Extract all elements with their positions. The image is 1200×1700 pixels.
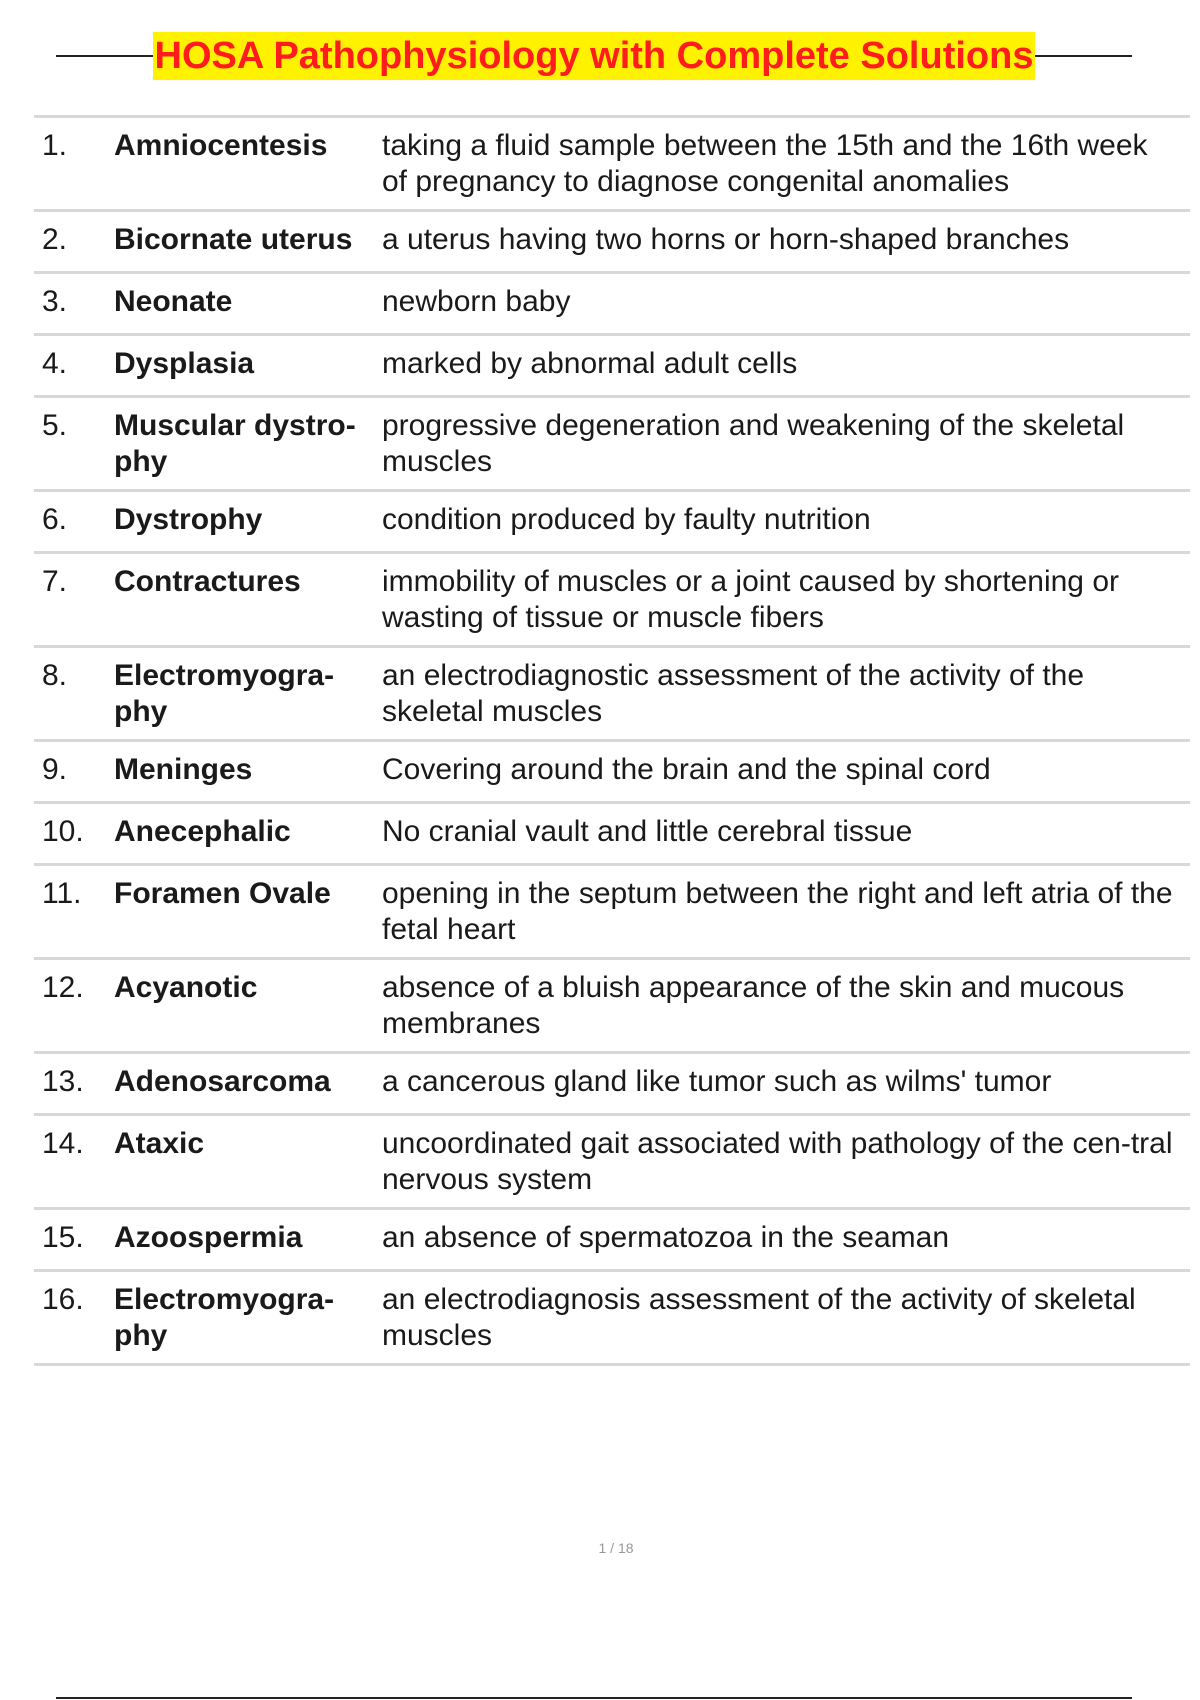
- entry-number: 8.: [42, 659, 68, 692]
- table-row: [34, 554, 1190, 648]
- entry-term: Anecephalic: [114, 815, 291, 848]
- entry-number: 10.: [42, 815, 84, 848]
- entry-term: Amniocentesis: [114, 129, 328, 162]
- table-row: [34, 212, 1190, 274]
- entry-definition: a uterus having two horns or horn-shaped branches: [382, 223, 1070, 256]
- entry-definition: progressive degeneration and weakening of the skeletal muscles: [382, 409, 1125, 478]
- entry-definition: an electrodiagnostic assessment of the activity of the skeletal muscles: [382, 659, 1085, 728]
- page-indicator: 1 / 18: [598, 1540, 634, 1556]
- entry-term: Adenosarcoma: [114, 1065, 331, 1098]
- entry-term: Dysplasia: [114, 347, 255, 380]
- entry-definition: condition produced by faulty nutrition: [382, 503, 871, 536]
- entry-number: 12.: [42, 971, 84, 1004]
- entry-number: 4.: [42, 347, 68, 380]
- entry-number: 16.: [42, 1283, 84, 1316]
- entry-term: Meninges: [114, 753, 253, 786]
- entry-definition: marked by abnormal adult cells: [382, 347, 798, 380]
- entry-term: Azoospermia: [114, 1221, 303, 1254]
- table-row: [34, 274, 1190, 336]
- entry-term: Dystrophy: [114, 503, 263, 536]
- entry-definition: an electrodiagnosis assessment of the activity of skeletal muscles: [382, 1283, 1136, 1352]
- table-row: [34, 492, 1190, 554]
- terms-table: [34, 115, 1190, 1366]
- entry-definition: newborn baby: [382, 285, 571, 318]
- bottom-rule: [56, 1697, 1132, 1699]
- entry-number: 14.: [42, 1127, 84, 1160]
- entry-term: Contractures: [114, 565, 301, 598]
- entry-definition: uncoordinated gait associated with pathology of the cen-tral nervous system: [382, 1127, 1173, 1196]
- entry-definition: Covering around the brain and the spinal cord: [382, 753, 991, 786]
- entry-number: 13.: [42, 1065, 84, 1098]
- page-title: HOSA Pathophysiology with Complete Solutions: [153, 32, 1036, 80]
- table-row: [34, 1054, 1190, 1116]
- entry-definition: an absence of spermatozoa in the seaman: [382, 1221, 950, 1254]
- entry-definition: absence of a bluish appearance of the skin and mucous membranes: [382, 971, 1125, 1040]
- table-row: [34, 866, 1190, 960]
- table-row: [34, 336, 1190, 398]
- entry-definition: taking a fluid sample between the 15th and the 16th week of pregnancy to diagnose congenital anomalies: [382, 129, 1148, 198]
- entry-number: 7.: [42, 565, 68, 598]
- entry-definition: opening in the septum between the right and left atria of the fetal heart: [382, 877, 1173, 946]
- entry-number: 6.: [42, 503, 68, 536]
- entry-number: 15.: [42, 1221, 84, 1254]
- entry-number: 1.: [42, 129, 68, 162]
- entry-term: Foramen Ovale: [114, 877, 331, 910]
- entry-number: 5.: [42, 409, 68, 442]
- table-row: [34, 118, 1190, 212]
- entry-term: Muscular dystro-phy: [114, 409, 356, 478]
- entry-number: 3.: [42, 285, 68, 318]
- entry-definition: No cranial vault and little cerebral tissue: [382, 815, 913, 848]
- table-row: [34, 398, 1190, 492]
- table-row: [34, 1210, 1190, 1272]
- table-row: [34, 804, 1190, 866]
- entry-term: Electromyogra-phy: [114, 659, 335, 728]
- table-row: [34, 648, 1190, 742]
- table-row: [34, 1272, 1190, 1366]
- title-rule-right: [1035, 55, 1132, 57]
- title-rule-left: [56, 55, 153, 57]
- entry-term: Acyanotic: [114, 971, 258, 1004]
- entry-number: 2.: [42, 223, 68, 256]
- table-row: [34, 742, 1190, 804]
- table-row: [34, 960, 1190, 1054]
- entry-number: 9.: [42, 753, 68, 786]
- entry-term: Neonate: [114, 285, 233, 318]
- entry-definition: immobility of muscles or a joint caused by shortening or wasting of tissue or muscle fibers: [382, 565, 1119, 634]
- table-row: [34, 1116, 1190, 1210]
- entry-term: Electromyogra-phy: [114, 1283, 335, 1352]
- entry-term: Bicornate uterus: [114, 223, 353, 256]
- entry-definition: a cancerous gland like tumor such as wilms' tumor: [382, 1065, 1052, 1098]
- entry-term: Ataxic: [114, 1127, 205, 1160]
- title-row: [56, 28, 1132, 84]
- entry-number: 11.: [42, 877, 82, 910]
